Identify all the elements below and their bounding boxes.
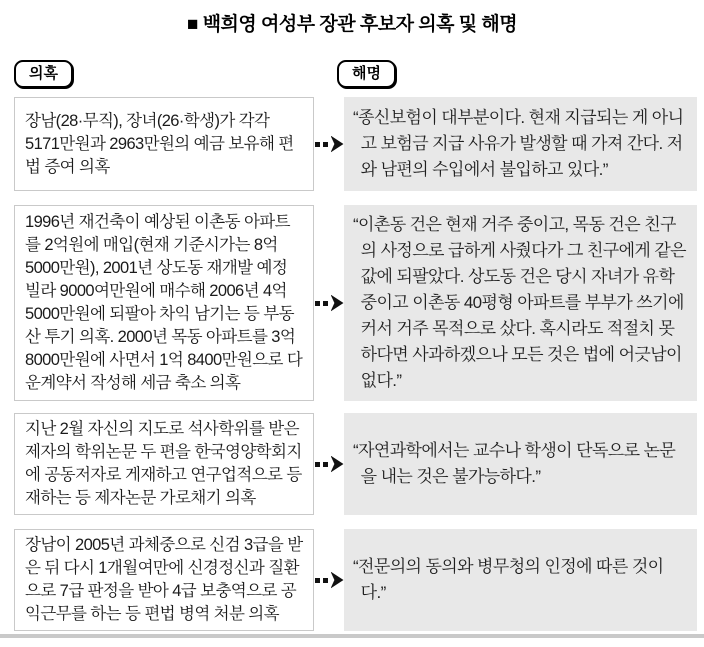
- explanation-box: [344, 97, 697, 191]
- row-deposit-gift: [14, 97, 697, 191]
- news-graphic: [0, 12, 704, 647]
- arrow-gutter: [314, 413, 344, 515]
- allegation-text: 장남(28·무직), 장녀(26·학생)가 각각 5171만원과 2963만원의 예금 보유해 편법 증여 의혹: [25, 111, 294, 176]
- arrow-gutter: [314, 205, 344, 401]
- row-military-service: [14, 529, 697, 631]
- explanation-text: “전문의의 동의와 병무청의 인정에 따른 것이다.”: [353, 557, 664, 602]
- dashed-right-arrow-icon: [315, 456, 344, 473]
- row-thesis: [14, 413, 697, 515]
- dashed-right-arrow-icon: [315, 136, 344, 153]
- page-title: ■ 백희영 여성부 장관 후보자 의혹 및 해명: [186, 14, 518, 35]
- allegation-box: [14, 97, 314, 191]
- dashed-right-arrow-icon: [315, 572, 344, 589]
- explanation-box: [344, 205, 697, 401]
- allegation-text: 1996년 재건축이 예상된 이촌동 아파트를 2억원에 매입(현재 기준시가는 8억 5000만원), 2001년 상도동 재개발 예정 빌라 9000여만원에 매수해 2006년 4억 5000만원에 되팔아 차익 남기는 등 부동산 투기 의혹. 2000년 목동 아파트를 3억 8000만원에 사면서 1억 8400만원으로 다운계약서 작성해 세금 축소 의혹: [25, 213, 303, 392]
- column-label-allegation: 의혹: [14, 60, 73, 88]
- arrow-gutter: [314, 529, 344, 631]
- allegation-box: [14, 529, 314, 631]
- explanation-text: “자연과학에서는 교수나 학생이 단독으로 논문을 내는 것은 불가능하다.”: [353, 441, 676, 486]
- allegation-text: 지난 2월 자신의 지도로 석사학위를 받은 제자의 학위논문 두 편을 한국영양학회지에 공동저자로 게재하고 연구업적으로 등재하는 등 제자논문 가로채기 의혹: [25, 420, 302, 507]
- explanation-box: [344, 413, 697, 515]
- column-label-explanation: 해명: [337, 60, 396, 88]
- explanation-text: “이촌동 건은 현재 거주 중이고, 목동 건은 친구의 사정으로 급하게 사줬다가 그 친구에게 같은 값에 되팔았다. 상도동 건은 당시 자녀가 유학 중이고 이촌동 40평형 아파트를 부부가 쓰기에 커서 거주 목적으로 샀다. 혹시라도 적절치 못하다면 사과하겠으나 모든 것은 법에 어긋남이 없다.”: [353, 215, 686, 390]
- explanation-text: “종신보험이 대부분이다. 현재 지급되는 게 아니고 보험금 지급 사유가 발생할 때 가져 간다. 저와 남편의 수입에서 불입하고 있다.”: [353, 108, 684, 179]
- row-real-estate: [14, 205, 697, 401]
- explanation-box: [344, 529, 697, 631]
- arrow-gutter: [314, 97, 344, 191]
- column-labels: [0, 60, 704, 88]
- allegation-text: 장남이 2005년 과체중으로 신검 3급을 받은 뒤 다시 1개월여만에 신경정신과 질환으로 7급 판정을 받아 4급 보충역으로 공익근무를 하는 등 편법 병역 처분 의혹: [25, 536, 303, 623]
- dashed-right-arrow-icon: [315, 295, 344, 312]
- allegation-box: [14, 413, 314, 515]
- allegation-box: [14, 205, 314, 401]
